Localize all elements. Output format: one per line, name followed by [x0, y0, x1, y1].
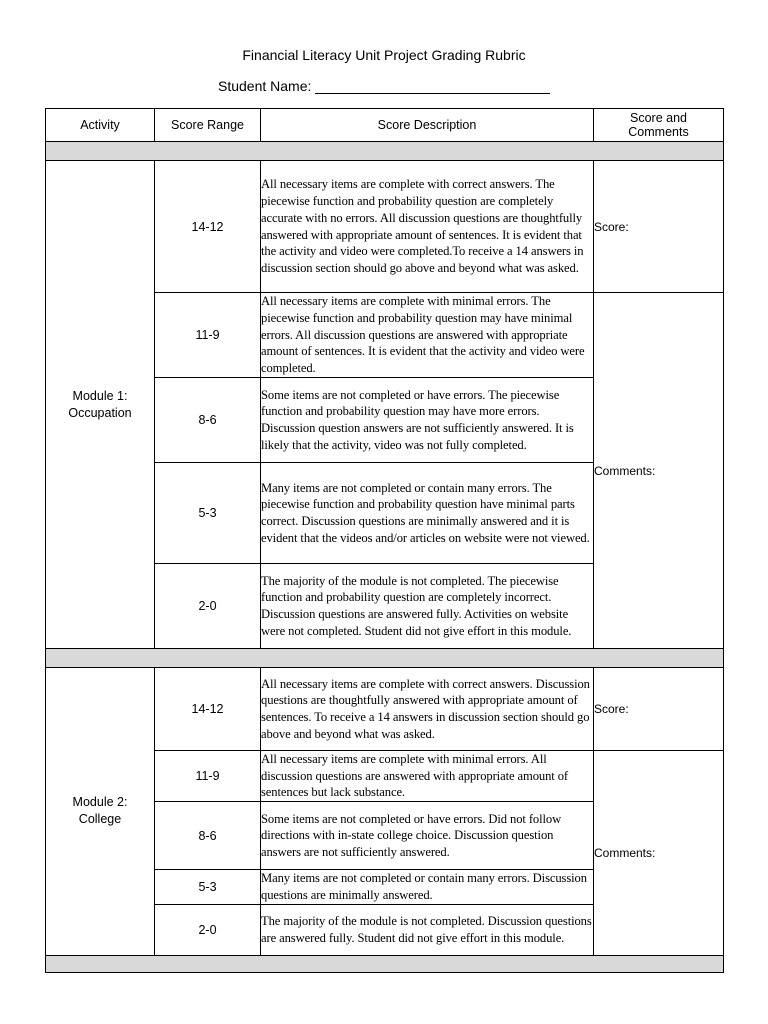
- student-name-label: Student Name:: [218, 78, 312, 94]
- module-2-name: Module 2: College: [46, 668, 155, 956]
- score-description: Some items are not completed or have errors. Did not follow directions with in-state college choice. Discussion question answers are not sufficiently answered.: [261, 802, 594, 870]
- table-row: [46, 161, 724, 293]
- score-description: All necessary items are complete with correct answers. Discussion questions are thoughtfully answered with appropriate amount of sentences. To receive a 14 answers in discussion section should go above and beyond what was asked.: [261, 668, 594, 751]
- score-description: Many items are not completed or contain many errors. The piecewise function and probability question have minimal parts correct. Discussion questions are minimally answered and it is evident that the videos and/or articles on website were not viewed.: [261, 463, 594, 564]
- header-score-comments: Score and Comments: [594, 109, 724, 142]
- header-score-range: Score Range: [155, 109, 261, 142]
- score-description: The majority of the module is not completed. Discussion questions are answered fully. Student did not give effort in this module.: [261, 904, 594, 955]
- student-name-field: [218, 78, 550, 94]
- score-range: 11-9: [155, 751, 261, 802]
- student-name-blank: [315, 79, 550, 94]
- score-description: The majority of the module is not completed. The piecewise function and probability question are completely incorrect. Discussion questions are answered fully. Activities on website were not completed. Student did not give effort in this module.: [261, 564, 594, 649]
- score-description: Many items are not completed or contain many errors. Discussion questions are minimally answered.: [261, 870, 594, 904]
- score-range: 11-9: [155, 293, 261, 378]
- header-activity: Activity: [46, 109, 155, 142]
- separator-row: [46, 142, 724, 161]
- score-description: Some items are not completed or have errors. The piecewise function and probability question may have more errors. Discussion question answers are not sufficiently answered. It is likely that the activity, video was not fully completed.: [261, 378, 594, 463]
- comments-cell[interactable]: Comments:: [594, 751, 724, 956]
- module-1-name: Module 1: Occupation: [46, 161, 155, 649]
- score-range: 2-0: [155, 904, 261, 955]
- score-range: 8-6: [155, 802, 261, 870]
- score-description: All necessary items are complete with minimal errors. The piecewise function and probability question may have minimal errors. All discussion questions are answered with appropriate amount of sentences. It is evident that the activity and video were completed.: [261, 293, 594, 378]
- score-cell[interactable]: Score:: [594, 668, 724, 751]
- score-range: 2-0: [155, 564, 261, 649]
- score-range: 14-12: [155, 668, 261, 751]
- separator-row: [46, 955, 724, 972]
- score-range: 8-6: [155, 378, 261, 463]
- score-cell[interactable]: Score:: [594, 161, 724, 293]
- header-score-description: Score Description: [261, 109, 594, 142]
- comments-cell[interactable]: Comments:: [594, 293, 724, 649]
- score-description: All necessary items are complete with correct answers. The piecewise function and probability question are completely accurate with no errors. All discussion questions are thoughtfully answered with appropriate amount of sentences. It is evident that the activity and video were completed.To receive a 14 answers in discussion section should go above and beyond what was asked.: [261, 161, 594, 293]
- score-description: All necessary items are complete with minimal errors. All discussion questions are answered with appropriate amount of sentences but lack substance.: [261, 751, 594, 802]
- header-row: [46, 109, 724, 142]
- grading-rubric-table: [45, 108, 724, 973]
- score-range: 5-3: [155, 463, 261, 564]
- document-title: Financial Literacy Unit Project Grading Rubric: [242, 47, 526, 63]
- score-range: 5-3: [155, 870, 261, 904]
- separator-row: [46, 649, 724, 668]
- table-row: [46, 668, 724, 751]
- score-range: 14-12: [155, 161, 261, 293]
